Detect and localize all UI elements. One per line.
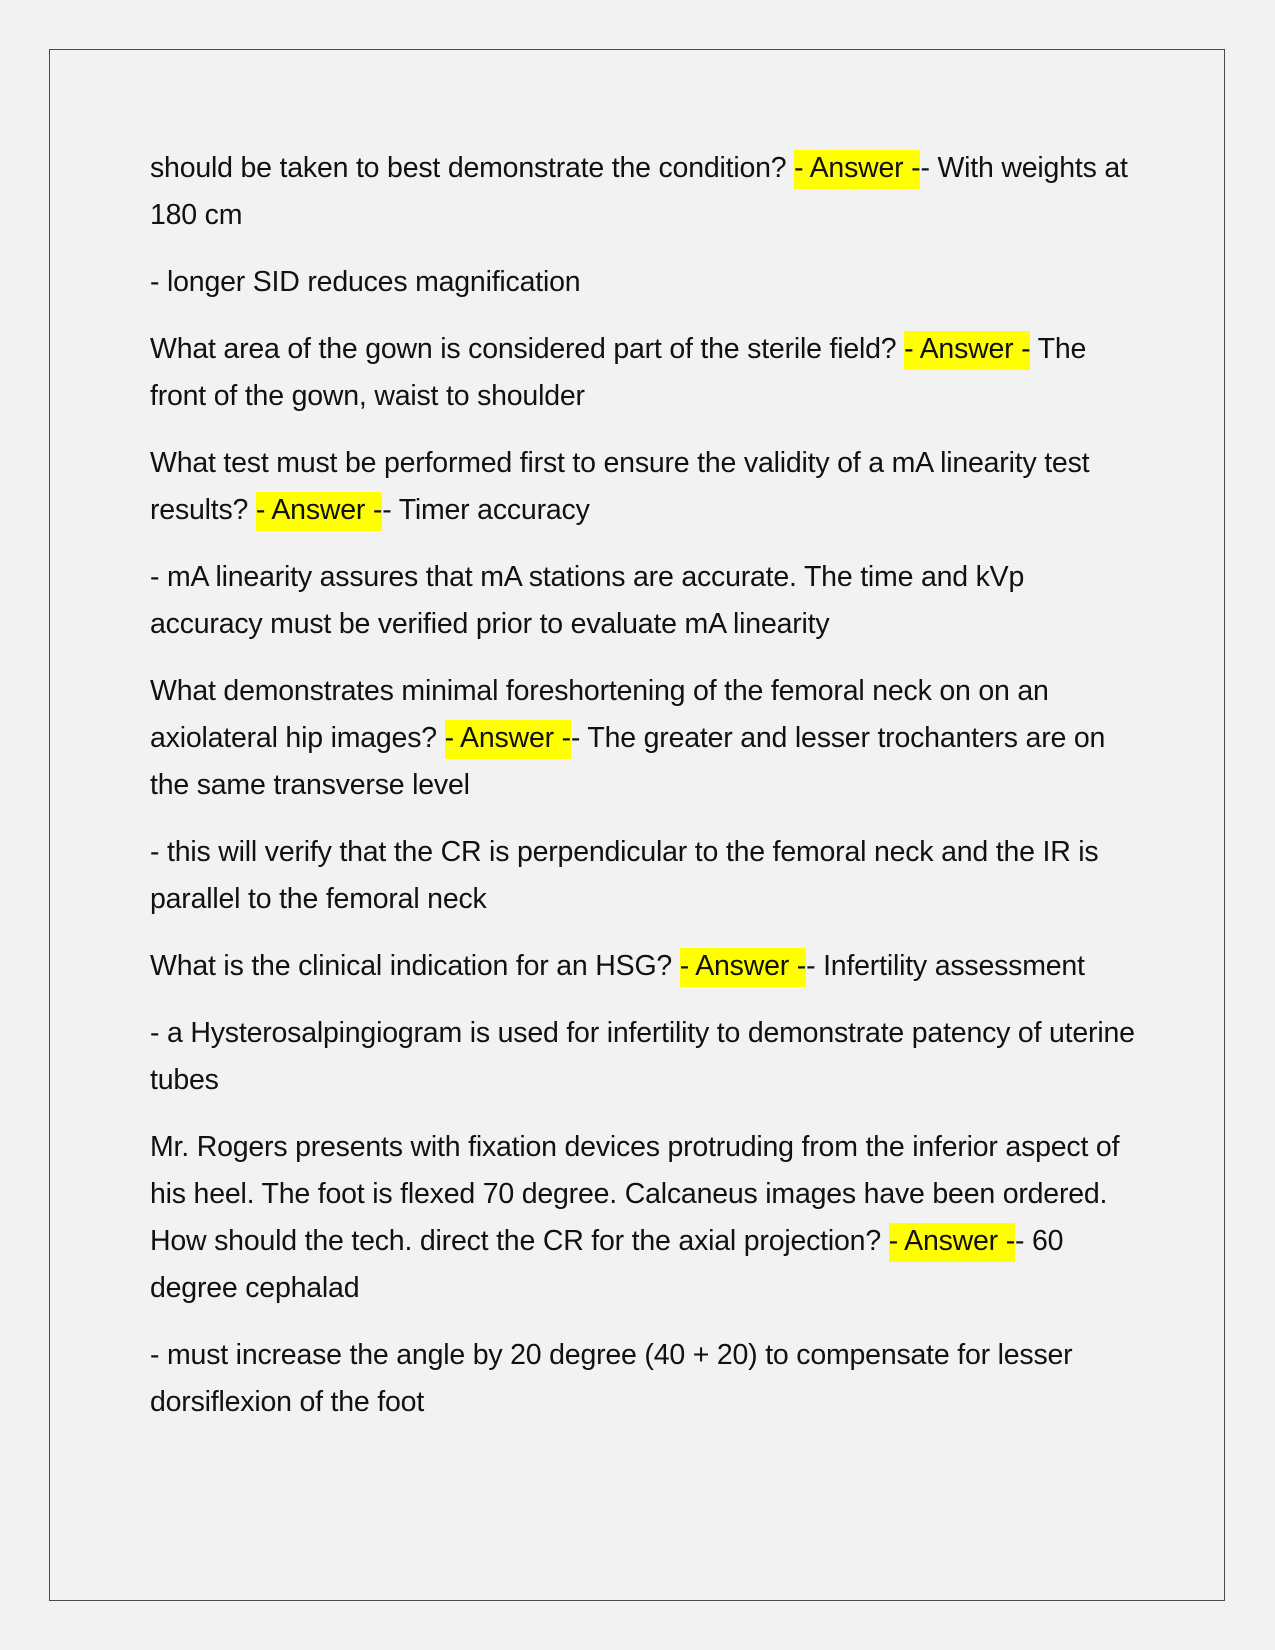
qa-paragraph — [150, 943, 1135, 990]
question-text: What area of the gown is considered part of the sterile field? — [150, 333, 905, 365]
answer-highlight: - Answer - — [904, 331, 1030, 370]
answer-text: - Timer accuracy — [382, 494, 590, 526]
answer-highlight: - Answer - — [794, 150, 920, 189]
answer-text: - With weights at 180 cm — [150, 152, 1128, 231]
qa-paragraph — [150, 326, 1135, 420]
document-body — [150, 145, 1135, 1446]
explanation-paragraph: - a Hysterosalpingiogram is used for infertility to demonstrate patency of uterine tubes — [150, 1017, 1135, 1096]
answer-text: - The greater and lesser trochanters are on the same transverse level — [150, 722, 1106, 801]
qa-paragraph — [150, 440, 1135, 534]
answer-highlight: - Answer - — [256, 492, 382, 531]
explanation-paragraph: - must increase the angle by 20 degree (40 + 20) to compensate for lesser dorsiflexion of the foot — [150, 1339, 1073, 1418]
explanation-paragraph: - this will verify that the CR is perpendicular to the femoral neck and the IR is parallel to the femoral neck — [150, 836, 1099, 915]
question-text: should be taken to best demonstrate the condition? — [150, 152, 795, 184]
explanation-paragraph: - mA linearity assures that mA stations are accurate. The time and kVp accuracy must be verified prior to evaluate mA linearity — [150, 561, 1025, 640]
qa-paragraph — [150, 668, 1135, 809]
question-text: What test must be performed first to ensure the validity of a mA linearity test results? — [150, 447, 1090, 526]
question-text: Mr. Rogers presents with fixation devices protruding from the inferior aspect of his heel. The foot is flexed 70 degree. Calcaneus images have been ordered. How should the tech. direct the CR for the axial projection? — [150, 1131, 1120, 1257]
question-text: What demonstrates minimal foreshortening of the femoral neck on on an axiolateral hip images? — [150, 675, 1049, 754]
explanation-paragraph: - longer SID reduces magnification — [150, 266, 581, 298]
qa-paragraph — [150, 145, 1135, 239]
answer-text: - Infertility assessment — [806, 950, 1085, 982]
answer-text: - 60 degree cephalad — [150, 1225, 1064, 1304]
answer-highlight: - Answer - — [889, 1223, 1015, 1262]
answer-text: The front of the gown, waist to shoulder — [150, 333, 1087, 412]
qa-paragraph — [150, 1124, 1135, 1312]
answer-highlight: - Answer - — [445, 720, 571, 759]
question-text: What is the clinical indication for an HSG? — [150, 950, 680, 982]
answer-highlight: - Answer - — [680, 948, 806, 987]
